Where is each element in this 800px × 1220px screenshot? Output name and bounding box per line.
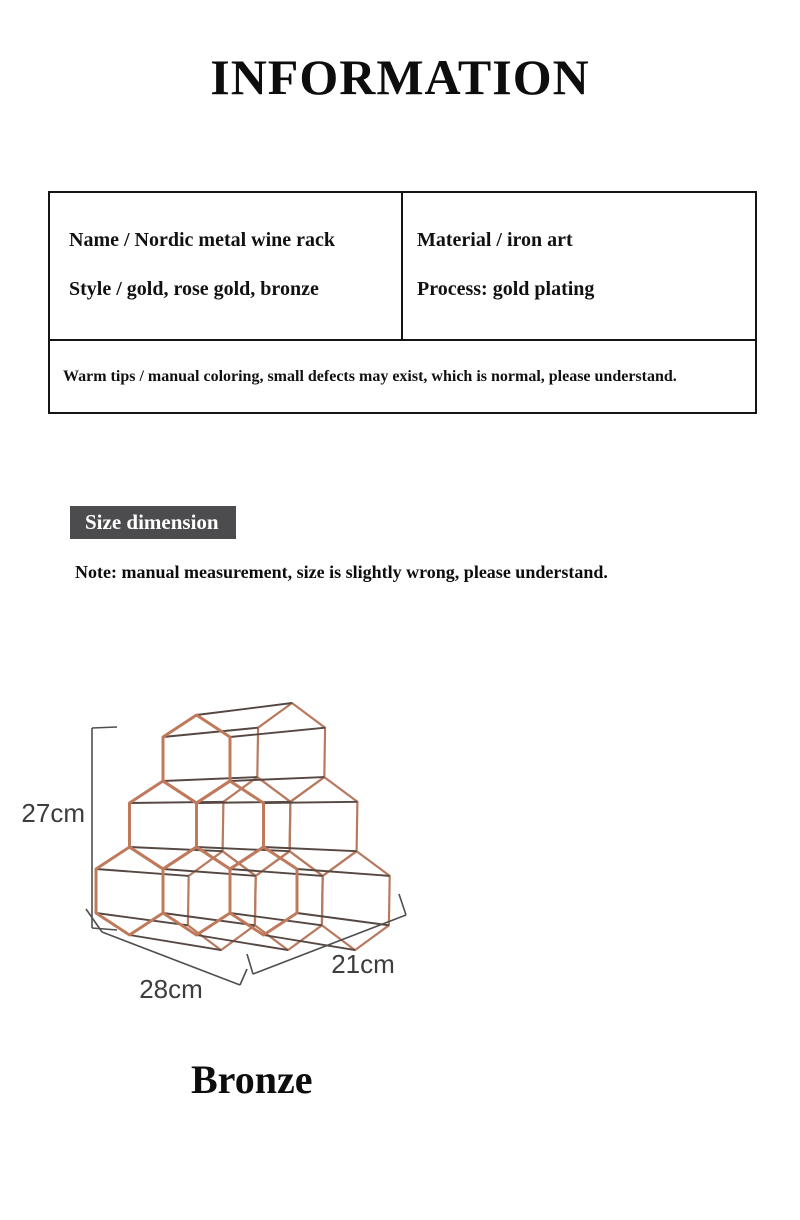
product-process-text: Process: gold plating <box>417 278 595 300</box>
dim-height-tick-bottom <box>92 928 117 930</box>
rack-hex-ring <box>257 703 325 802</box>
rack-hex-ring <box>163 715 230 803</box>
rack-figure <box>20 685 460 1015</box>
product-name-text: Name / Nordic metal wine rack <box>69 229 336 251</box>
info-cell-right <box>403 193 755 339</box>
rack-figure-svg <box>20 685 460 1015</box>
product-style-text: Style / gold, rose gold, bronze <box>69 278 319 300</box>
dim-width-tick-right <box>240 969 247 985</box>
dim-depth-tick-left <box>247 954 253 974</box>
info-cell-left <box>50 193 403 339</box>
size-dimension-heading: Size dimension <box>85 510 219 534</box>
rack-hex-ring <box>322 851 390 950</box>
dim-depth-tick-right <box>399 894 406 915</box>
rack-hex-ring <box>96 847 163 935</box>
rack-hex-ring <box>223 777 291 876</box>
rack-hex-ring <box>230 847 297 935</box>
page-title: INFORMATION <box>210 49 590 105</box>
dimension-lines <box>86 727 406 985</box>
dim-depth-label: 21cm <box>331 949 395 979</box>
variant-label: Bronze <box>191 1057 313 1102</box>
dim-width-label: 28cm <box>139 974 203 1004</box>
size-note: Note: manual measurement, size is slightly wrong, please understand. <box>75 562 608 582</box>
dim-height-tick-top <box>92 727 117 728</box>
rack-hex-ring <box>130 781 197 869</box>
info-table-row-bottom <box>50 341 755 412</box>
rack-wireframe <box>96 703 390 950</box>
rack-connector-rod <box>264 802 358 803</box>
info-table-row-top <box>50 193 755 341</box>
product-material-text: Material / iron art <box>417 229 573 251</box>
size-dimension-badge <box>70 506 236 539</box>
rack-connector-rod <box>130 802 224 803</box>
info-table <box>48 191 757 414</box>
rack-hex-ring <box>290 777 358 876</box>
dim-height-label: 27cm <box>21 798 85 828</box>
rack-hex-ring <box>163 847 230 935</box>
warm-tips-text: Warm tips / manual coloring, small defects may exist, which is normal, please understand. <box>63 367 677 385</box>
